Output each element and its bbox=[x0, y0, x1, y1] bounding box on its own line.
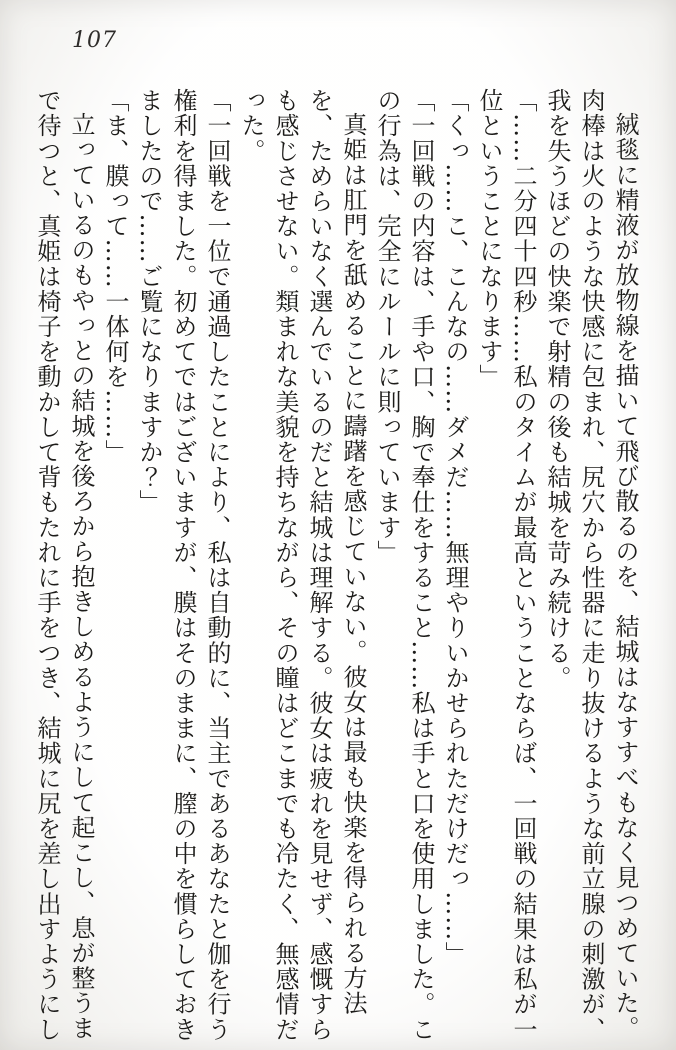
paragraph-narration-2: 真姫は肛門を舐めることに躊躇を感じていない。彼女は最も快楽を得られる方法を、ためらいなく選んでいるのだと結城は理解する。彼女は疲れを見せず、感慨すらも感じさせない。類まれな美貌を持ちながら、その瞳はどこまでも冷たく、無感情だった。 bbox=[237, 88, 367, 1042]
paragraph-dialogue-3: 「一回戦の内容は、手や口、胸で奉仕をすること……私は手と口を使用しました。この行為は、完全にルールに則っています」 bbox=[373, 88, 435, 1042]
paragraph-dialogue-1: 「……二分四十四秒……私のタイムが最高ということならば、一回戦の結果は私が一位ということになります」 bbox=[475, 88, 537, 1042]
paragraph-dialogue-5: 「ま、膜って……一体何を……」 bbox=[101, 88, 129, 465]
paragraph-narration-3: 立っているのもやっとの結城を後ろから抱きしめるようにして起こし、息が整うまで待つと、真姫は椅子を動かして背もたれに手をつき、結城に尻を差し出すようにし bbox=[33, 88, 95, 1042]
page-number: 107 bbox=[72, 28, 117, 53]
vertical-text-block bbox=[30, 88, 642, 1044]
paragraph-dialogue-2: 「くっ……こ、こんなの……ダメだ……無理やりいかせられただけだっ……」 bbox=[441, 88, 469, 967]
paragraph-narration-1: 絨毯に精液が放物線を描いて飛び散るのを、結城はなすすべもなく見つめていた。肉棒は火のような快感に包まれ、尻穴から性器に走り抜けるような前立腺の刺激が、我を失うほどの快楽で射精の後も結城を苛み続ける。 bbox=[543, 88, 639, 1042]
paragraph-dialogue-4: 「一回戦を一位で通過したことにより、私は自動的に、当主であるあなたと伽を行う権利を得ました。初めてではございますが、膜はそのままに、膣の中を慣らしておきましたので……ご覧になりますか？」 bbox=[135, 88, 231, 1042]
